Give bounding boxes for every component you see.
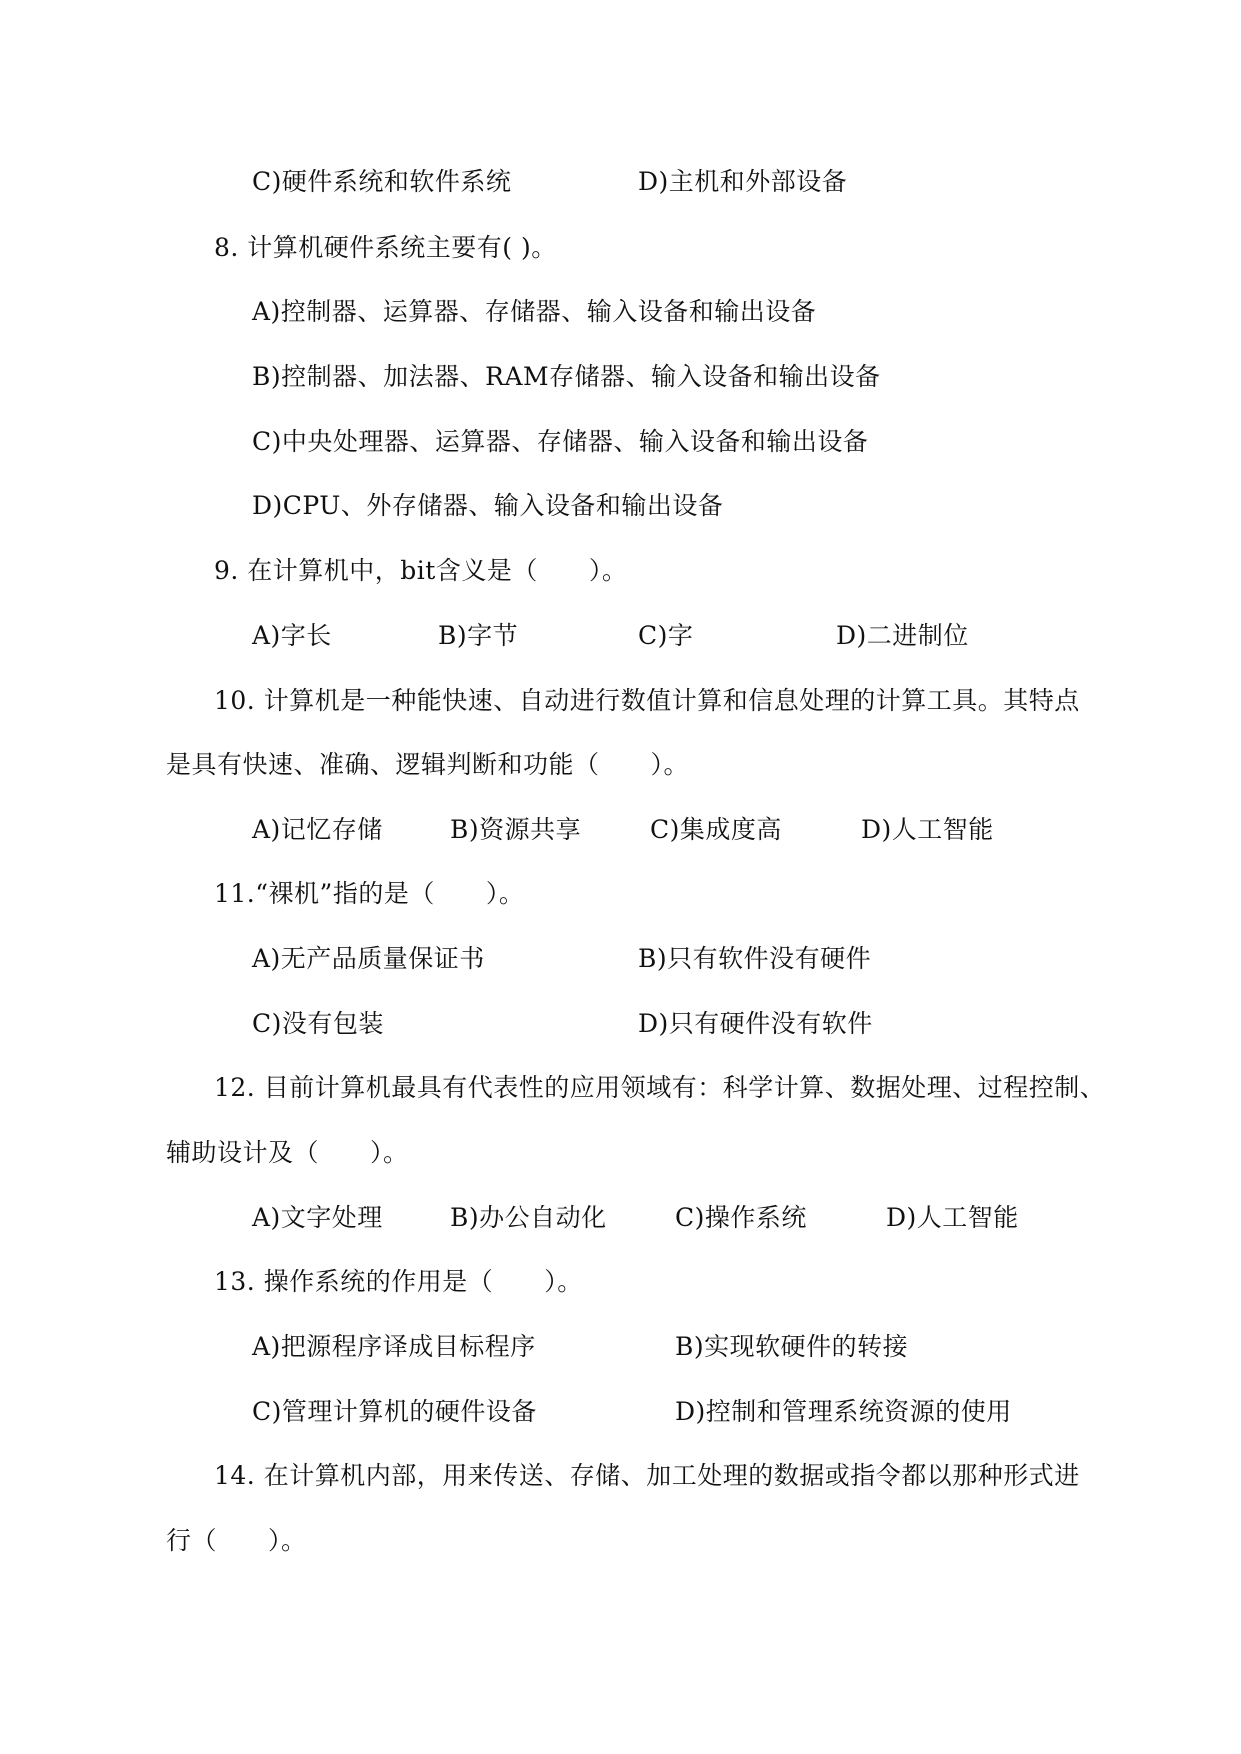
- q8-option-d: D)CPU、外存储器、输入设备和输出设备: [252, 491, 724, 520]
- q7-option-c: C)硬件系统和软件系统: [252, 167, 512, 196]
- q12-option-c: C)操作系统: [675, 1203, 807, 1232]
- q11-option-b: B)只有软件没有硬件: [638, 944, 872, 973]
- q8-option-a: A)控制器、运算器、存储器、输入设备和输出设备: [252, 297, 817, 326]
- q11-stem: 11.“裸机”指的是（ ）。: [214, 879, 525, 908]
- q10-option-a: A)记忆存储: [252, 815, 383, 844]
- q10-option-b: B)资源共享: [450, 815, 582, 844]
- q12-stem-line-1: 12. 目前计算机最具有代表性的应用领域有：科学计算、数据处理、过程控制、: [214, 1073, 1106, 1102]
- q14-stem-line-2: 行（ ）。: [166, 1526, 307, 1555]
- q12-option-d: D)人工智能: [886, 1203, 1019, 1232]
- q8-option-c: C)中央处理器、运算器、存储器、输入设备和输出设备: [252, 427, 869, 456]
- q10-stem-line-1: 10. 计算机是一种能快速、自动进行数值计算和信息处理的计算工具。其特点: [214, 686, 1080, 715]
- q8-option-b: B)控制器、加法器、RAM存储器、输入设备和输出设备: [252, 362, 881, 391]
- q13-option-c: C)管理计算机的硬件设备: [252, 1397, 537, 1426]
- q9-option-d: D)二进制位: [836, 621, 969, 650]
- q12-stem-line-2: 辅助设计及（ ）。: [166, 1138, 409, 1167]
- q8-stem: 8. 计算机硬件系统主要有( )。: [214, 233, 557, 262]
- q14-stem-line-1: 14. 在计算机内部，用来传送、存储、加工处理的数据或指令都以那种形式进: [214, 1461, 1080, 1490]
- q13-option-d: D)控制和管理系统资源的使用: [675, 1397, 1012, 1426]
- q12-option-b: B)办公自动化: [450, 1203, 607, 1232]
- q11-option-d: D)只有硬件没有软件: [638, 1009, 873, 1038]
- q10-stem-line-2: 是具有快速、准确、逻辑判断和功能（ ）。: [166, 750, 690, 779]
- q10-option-d: D)人工智能: [861, 815, 994, 844]
- q11-option-a: A)无产品质量保证书: [252, 944, 485, 973]
- q13-option-a: A)把源程序译成目标程序: [252, 1332, 536, 1361]
- q7-option-d: D)主机和外部设备: [638, 167, 848, 196]
- q12-option-a: A)文字处理: [252, 1203, 383, 1232]
- q13-option-b: B)实现软硬件的转接: [675, 1332, 909, 1361]
- q9-option-c: C)字: [638, 621, 694, 650]
- q11-option-c: C)没有包装: [252, 1009, 384, 1038]
- q13-stem: 13. 操作系统的作用是（ ）。: [214, 1267, 583, 1296]
- q9-option-b: B)字节: [438, 621, 519, 650]
- q10-option-c: C)集成度高: [650, 815, 782, 844]
- q9-option-a: A)字长: [252, 621, 332, 650]
- q9-stem: 9. 在计算机中，bit含义是（ ）。: [214, 556, 628, 585]
